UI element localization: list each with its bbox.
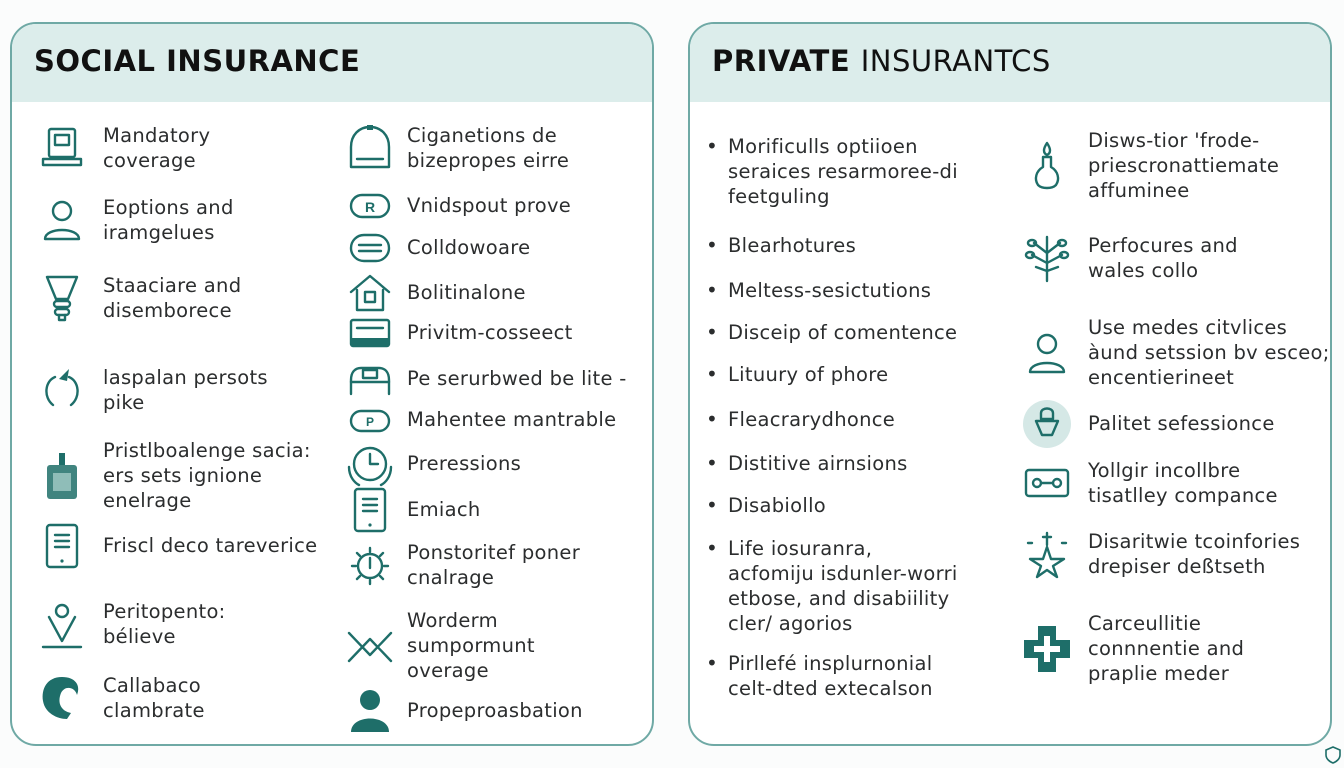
item-text-line: Meltess-sesictutions: [728, 279, 932, 302]
item-text-line: Ponstoritef poner: [407, 541, 581, 564]
radio-icon: [345, 308, 395, 358]
list-item: [103, 673, 205, 723]
list-item: [407, 540, 580, 590]
bullet-icon: •: [706, 651, 718, 675]
card-icon: [345, 223, 395, 273]
item-text-line: Vnidspout prove: [407, 194, 572, 217]
list-item: [1088, 128, 1279, 203]
item-text-line: Friscl deco tareverice: [103, 534, 318, 557]
list-item: [728, 493, 826, 518]
bullet-icon: •: [706, 320, 718, 344]
list-item: [1088, 529, 1300, 579]
list-item: [728, 651, 933, 701]
list-item: [103, 599, 226, 649]
item-text-line: Perfocures and: [1088, 234, 1238, 257]
cycle-icon: [37, 365, 87, 415]
item-text-line: Pirllefé insplurnonial: [728, 652, 933, 675]
list-item: [407, 451, 521, 476]
item-text-line: cnalrage: [407, 566, 495, 589]
helmet-icon: [345, 123, 395, 173]
laptop-icon: [37, 123, 87, 173]
item-text-line: praplie meder: [1088, 662, 1230, 685]
tablet-icon: [345, 485, 395, 535]
list-item: [103, 273, 241, 323]
item-text-line: disemborece: [103, 299, 232, 322]
item-text-line: Use medes citvlices: [1088, 316, 1288, 339]
item-text-line: sumpormunt: [407, 634, 535, 657]
vase-icon: [1022, 141, 1072, 191]
list-item: [407, 320, 573, 345]
bullet-icon: •: [706, 233, 718, 257]
cross-lines-icon: [345, 621, 395, 671]
list-item: [728, 451, 908, 476]
private-title: [712, 44, 1051, 78]
bullet-icon: •: [706, 407, 718, 431]
list-item: [1088, 411, 1275, 436]
item-text-line: coverage: [103, 149, 196, 172]
plant-icon: [1022, 233, 1072, 283]
item-text-line: Emiach: [407, 498, 481, 521]
list-item: [728, 536, 958, 636]
list-item: [407, 698, 583, 723]
head-icon: [37, 673, 87, 723]
person-icon: [1022, 328, 1072, 378]
item-text-line: Colldowoare: [407, 236, 531, 259]
list-item: [407, 608, 535, 683]
star-icon: [1022, 529, 1072, 579]
item-text-line: Preressions: [407, 452, 522, 475]
item-text-line: Disabiollo: [728, 494, 827, 517]
bullet-icon: •: [706, 134, 718, 158]
item-text-line: wales collo: [1088, 259, 1199, 282]
item-text-line: Bolitinalone: [407, 281, 526, 304]
item-text-line: Morificulls optiioen: [728, 135, 918, 158]
item-text-line: etbose, and disabiility: [728, 587, 950, 610]
item-text-line: Propeproasbation: [407, 699, 583, 722]
item-text-line: cler/ agorios: [728, 612, 853, 635]
list-item: [103, 533, 317, 558]
person-icon: [37, 195, 87, 245]
list-item: [407, 280, 526, 305]
list-item: [728, 278, 931, 303]
list-item: [728, 362, 888, 387]
item-text-line: celt-dted extecalson: [728, 677, 933, 700]
item-text-line: Distitive airnsions: [728, 452, 908, 475]
bullet-icon: •: [706, 278, 718, 302]
list-item: [1088, 233, 1238, 283]
item-text-line: Fleacrarydhonce: [728, 408, 896, 431]
tablet-icon: [37, 521, 87, 571]
item-text-line: Lituury of phore: [728, 363, 889, 386]
clock-icon: [345, 439, 395, 489]
list-item: [728, 233, 856, 258]
item-text-line: bélieve: [103, 625, 176, 648]
user-solid-icon: [345, 686, 395, 736]
item-text-line: Pe serurbwed be lite -: [407, 367, 627, 390]
item-text-line: àund setssion bv esceo;: [1088, 341, 1330, 364]
private-title-thin: INSURANTCS: [860, 44, 1051, 78]
item-text-line: pike: [103, 391, 145, 414]
bullet-icon: •: [706, 536, 718, 560]
list-item: [103, 365, 268, 415]
list-item: [407, 193, 571, 218]
bullet-icon: •: [706, 451, 718, 475]
item-text-line: tisatlley compance: [1088, 484, 1278, 507]
item-text-line: laspalan persots: [103, 366, 268, 389]
item-text-line: acfomiju isdunler-worri: [728, 562, 958, 585]
item-text-line: overage: [407, 659, 489, 682]
item-text-line: affuminee: [1088, 179, 1190, 202]
item-text-line: Disaritwie tcoinfories: [1088, 530, 1301, 553]
pin-icon: [37, 599, 87, 649]
item-text-line: enelrage: [103, 489, 192, 512]
social-title: SOCIAL INSURANCE: [34, 44, 361, 78]
item-text-line: bizepropes eirre: [407, 149, 570, 172]
bottle-icon: [37, 451, 87, 501]
social-insurance-panel: [10, 22, 654, 746]
item-text-line: Privitm-cosseect: [407, 321, 573, 344]
item-text-line: Mandatory: [103, 124, 211, 147]
link-box-icon: [1022, 458, 1072, 508]
item-text-line: clambrate: [103, 699, 205, 722]
item-text-line: Carceullitie: [1088, 612, 1202, 635]
list-item: [103, 195, 234, 245]
list-item: [728, 134, 958, 209]
item-text-line: seraices resarmoree-di: [728, 160, 958, 183]
list-item: [407, 497, 481, 522]
item-text-line: Life iosuranra,: [728, 537, 873, 560]
list-item: [728, 407, 895, 432]
p-badge-icon: [345, 395, 395, 445]
bullet-icon: •: [706, 493, 718, 517]
shield-icon: [1324, 746, 1342, 764]
item-text-line: Pristlboalenge sacia:: [103, 439, 311, 462]
bell-icon: [1022, 399, 1072, 449]
item-text-line: Callabaco: [103, 674, 202, 697]
item-text-line: Palitet sefessionce: [1088, 412, 1275, 435]
list-item: [728, 320, 957, 345]
private-title-bold: PRIVATE: [712, 44, 851, 78]
item-text-line: Ciganetions de: [407, 124, 558, 147]
item-text-line: Staaciare and: [103, 274, 242, 297]
item-text-line: ers sets ignione: [103, 464, 263, 487]
lamp-icon: [37, 273, 87, 323]
list-item: [1088, 458, 1278, 508]
item-text-line: Disws-tior 'frode-: [1088, 129, 1260, 152]
list-item: [103, 123, 210, 173]
item-text-line: Disceip of comentence: [728, 321, 958, 344]
item-text-line: iramgelues: [103, 221, 215, 244]
item-text-line: Yollgir incollbre: [1088, 459, 1241, 482]
item-text-line: drepiser deßtseth: [1088, 555, 1266, 578]
list-item: [103, 438, 311, 513]
gear-icon: [345, 540, 395, 590]
list-item: [407, 366, 627, 391]
item-text-line: feetguling: [728, 185, 830, 208]
list-item: [1088, 315, 1330, 390]
item-text-line: Blearhotures: [728, 234, 857, 257]
list-item: [407, 235, 530, 260]
item-text-line: Peritopento:: [103, 600, 226, 623]
item-text-line: encentierineet: [1088, 366, 1235, 389]
item-text-line: priescronattiemate: [1088, 154, 1280, 177]
list-item: [1088, 611, 1244, 686]
list-item: [407, 123, 569, 173]
item-text-line: Eoptions and: [103, 196, 234, 219]
item-text-line: Worderm: [407, 609, 498, 632]
bullet-icon: •: [706, 362, 718, 386]
item-text-line: Mahentee mantrable: [407, 408, 617, 431]
svg-text:R: R: [364, 198, 376, 215]
item-text-line: connnentie and: [1088, 637, 1245, 660]
medical-cross-icon: [1022, 624, 1072, 674]
private-insurance-panel: [688, 22, 1332, 746]
list-item: [407, 407, 616, 432]
svg-text:P: P: [365, 414, 375, 429]
